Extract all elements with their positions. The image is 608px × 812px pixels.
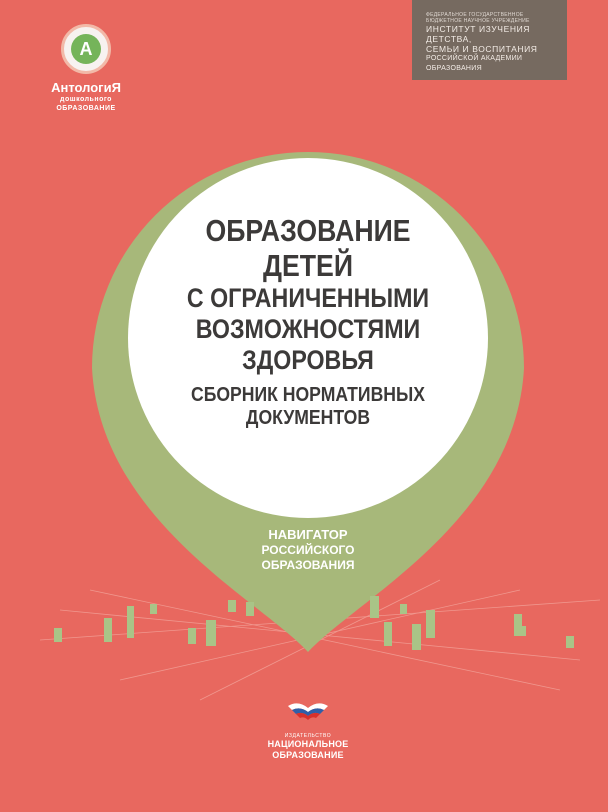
series-label xyxy=(208,527,408,573)
series-line3: ОБРАЗОВАНИЯ xyxy=(261,558,355,572)
institute-line3: РОССИЙСКОЙ АКАДЕМИИ ОБРАЗОВАНИЯ xyxy=(426,55,523,72)
title-line2: ДЕТЕЙ xyxy=(262,248,354,283)
publisher-line1: НАЦИОНАЛЬНОЕ xyxy=(267,739,349,749)
logo-sub-line1: дошкольного xyxy=(60,96,112,103)
series-line2: РОССИЙСКОГО xyxy=(261,543,355,557)
title-line1: ОБРАЗОВАНИЕ xyxy=(205,213,411,248)
publisher-logo xyxy=(26,24,146,113)
publisher-small: ИЗДАТЕЛЬСТВО xyxy=(284,733,332,739)
institute-line2: СЕМЬИ И ВОСПИТАНИЯ xyxy=(426,44,538,54)
logo-name: АнтологиЯ xyxy=(51,80,121,95)
title-line4: ВОЗМОЖНОСТЯМИ xyxy=(195,314,421,344)
institute-line1: ИНСТИТУТ ИЗУЧЕНИЯ ДЕТСТВА, xyxy=(426,24,531,44)
title-line5: ЗДОРОВЬЯ xyxy=(242,345,374,375)
institute-small-line: ФЕДЕРАЛЬНОЕ ГОСУДАРСТВЕННОЕ БЮДЖЕТНОЕ НАУЧНОЕ УЧРЕЖДЕНИЕ xyxy=(426,12,530,24)
logo-sub-line2: ОБРАЗОВАНИЕ xyxy=(56,105,116,112)
logo-badge xyxy=(61,24,111,74)
title-line3: С ОГРАНИЧЕННЫМИ xyxy=(186,283,430,313)
institute-badge xyxy=(412,0,567,80)
subtitle-line1: СБОРНИК НОРМАТИВНЫХ xyxy=(191,384,425,406)
book-title xyxy=(150,213,466,430)
subtitle-line2: ДОКУМЕНТОВ xyxy=(245,407,371,429)
series-line1: НАВИГАТОР xyxy=(268,527,348,542)
publisher-line2: ОБРАЗОВАНИЕ xyxy=(272,750,344,760)
logo-letter: А xyxy=(71,34,101,64)
flag-bird-icon xyxy=(286,700,330,722)
bottom-publisher xyxy=(258,700,358,761)
